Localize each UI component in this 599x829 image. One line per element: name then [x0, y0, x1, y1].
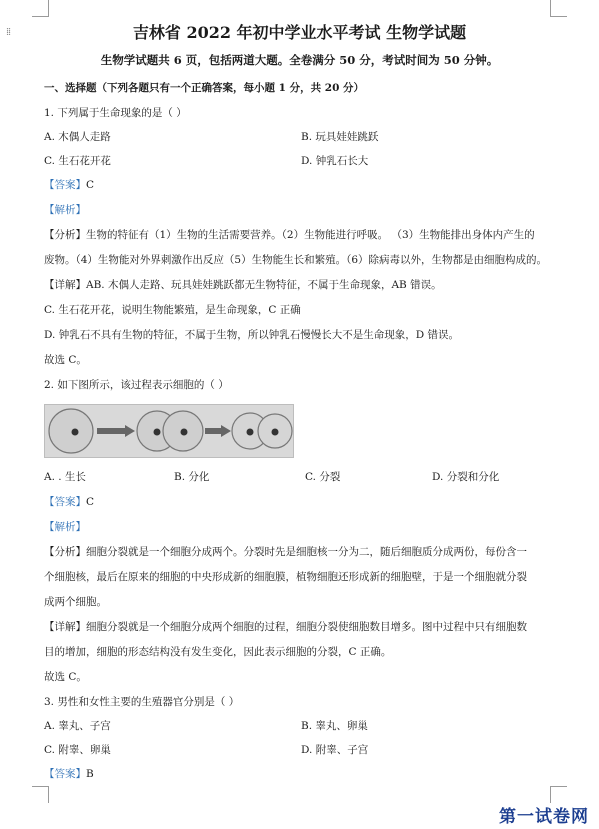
- answer-label: 【答案】: [44, 496, 86, 508]
- corner-mark: [32, 786, 49, 803]
- question-stem: 1. 下列属于生命现象的是（ ）: [44, 107, 187, 119]
- answer-row: [44, 178, 94, 192]
- corner-mark: [550, 0, 567, 17]
- option-d: D. 分裂和分化: [432, 471, 500, 483]
- option-c: C. 附睾、卵巢: [44, 744, 111, 756]
- question-stem: 3. 男性和女性主要的生殖器官分别是（ ）: [44, 696, 240, 708]
- option-a: A. 睾丸、子宫: [44, 720, 111, 732]
- option-b: B. 分化: [174, 471, 210, 483]
- detail-text: D. 钟乳石不具有生物的特征，不属于生物，所以钟乳石慢慢长大不是生命现象，D 错误。: [44, 329, 459, 341]
- analysis-text: 【分析】生物的特征有（1）生物的生活需要营养。（2）生物能进行呼吸。 （3）生物能排出身体内产生的: [44, 229, 535, 241]
- analysis-label: 【解析】: [44, 204, 86, 216]
- option-a: A. 木偶人走路: [44, 131, 111, 143]
- answer-value: B: [86, 768, 94, 780]
- conclusion-text: 故选 C。: [44, 354, 87, 366]
- option-c: C. 分裂: [305, 471, 341, 483]
- page-title: 吉林省 2022 年初中学业水平考试 生物学试题: [132, 23, 467, 42]
- analysis-text: 废物。（4）生物能对外界刺激作出反应（5）生物能生长和繁殖。（6）除病毒以外，生物都是由细胞构成的。: [44, 254, 548, 266]
- option-d: D. 附睾、子宫: [301, 744, 369, 756]
- cell-division-figure: [44, 404, 294, 458]
- answer-row: [44, 767, 94, 781]
- question-stem: 2. 如下图所示，该过程表示细胞的（ ）: [44, 379, 229, 391]
- corner-mark: [32, 0, 49, 17]
- option-c: C. 生石花开花: [44, 155, 111, 167]
- drag-handle-icon[interactable]: ⁞⁞: [6, 25, 11, 38]
- analysis-text: 成两个细胞。: [44, 596, 107, 608]
- watermark-logo: 第一试卷网: [499, 807, 589, 827]
- corner-mark: [550, 786, 567, 803]
- section-heading: 一、选择题（下列各题只有一个正确答案，每小题 1 分，共 20 分）: [44, 82, 365, 94]
- conclusion-text: 故选 C。: [44, 671, 87, 683]
- detail-text: 【详解】AB. 木偶人走路、玩具娃娃跳跃都无生物特征，不属于生命现象，AB 错误。: [44, 279, 442, 291]
- option-b: B. 睾丸、卵巢: [301, 720, 368, 732]
- cell-division-diagram: [45, 405, 293, 457]
- page-subtitle: 生物学试题共 6 页，包括两道大题。全卷满分 50 分，考试时间为 50 分钟。: [100, 53, 499, 67]
- detail-text: 【详解】细胞分裂就是一个细胞分成两个细胞的过程，细胞分裂使细胞数目增多。图中过程中只有细胞数: [44, 621, 527, 633]
- answer-value: C: [86, 496, 95, 508]
- analysis-label: 【解析】: [44, 521, 86, 533]
- answer-value: C: [86, 179, 95, 191]
- detail-text: 目的增加，细胞的形态结构没有发生变化，因此表示细胞的分裂，C 正确。: [44, 646, 392, 658]
- analysis-text: 【分析】细胞分裂就是一个细胞分成两个。分裂时先是细胞核一分为二，随后细胞质分成两份，每份含一: [44, 546, 527, 558]
- option-d: D. 钟乳石长大: [301, 155, 369, 167]
- analysis-text: 个细胞核，最后在原来的细胞的中央形成新的细胞膜，植物细胞还形成新的细胞壁，于是一个细胞就分裂: [44, 571, 527, 583]
- answer-label: 【答案】: [44, 768, 86, 780]
- detail-text: C. 生石花开花，说明生物能繁殖，是生命现象，C 正确: [44, 304, 301, 316]
- answer-row: [44, 495, 94, 509]
- option-b: B. 玩具娃娃跳跃: [301, 131, 379, 143]
- option-a: A. . 生长: [44, 471, 86, 483]
- answer-label: 【答案】: [44, 179, 86, 191]
